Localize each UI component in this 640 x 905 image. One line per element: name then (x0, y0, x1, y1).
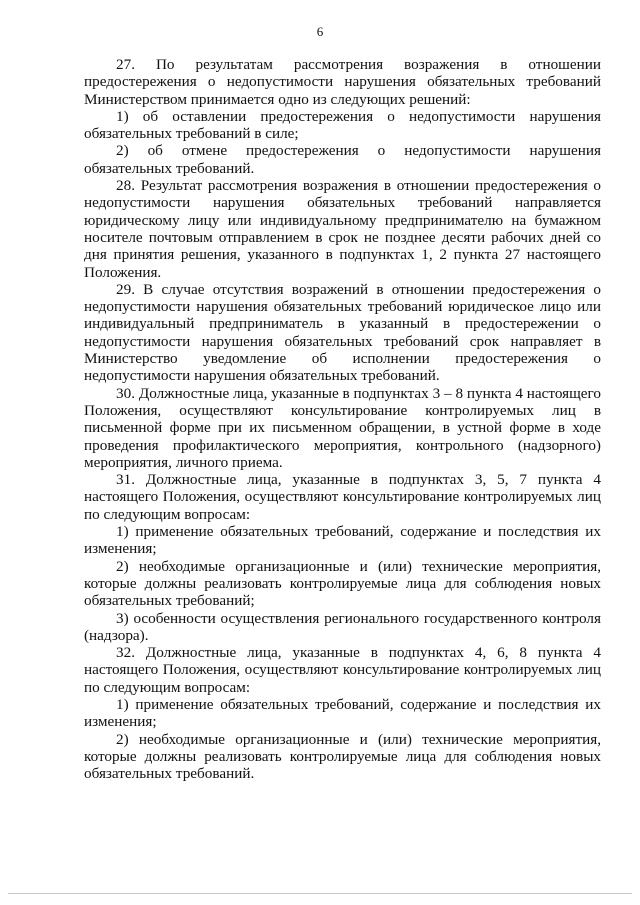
paragraph-32: 32. Должностные лица, указанные в подпунктах 4, 6, 8 пункта 4 настоящего Положения, осуществляют консультирование контролируемых лиц по следующим вопросам: (84, 644, 601, 696)
paragraph-31-item-2: 2) необходимые организационные и (или) технические мероприятия, которые должны реализовать контролируемые лица для соблюдения новых обязательных требований; (84, 557, 601, 610)
paragraph-28: 28. Результат рассмотрения возражения в отношении предостережения о недопустимости нарушения обязательных требований направляется юридическому лицу или индивидуальному предпринимателю на бумажном носителе почтовым отправлением в срок не позднее десяти рабочих дней со дня принятия решения, указанного в подпунктах 1, 2 пункта 27 настоящего Положения. (84, 177, 601, 281)
document-body (84, 56, 601, 782)
paragraph-27-item-2: 2) об отмене предостережения о недопустимости нарушения обязательных требований. (84, 142, 601, 177)
paragraph-32-item-2: 2) необходимые организационные и (или) технические мероприятия, которые должны реализовать контролируемые лица для соблюдения новых обязательных требований. (84, 730, 601, 783)
paragraph-32-item-1: 1) применение обязательных требований, содержание и последствия их изменения; (84, 695, 601, 731)
paragraph-31-item-3: 3) особенности осуществления регионального государственного контроля (надзора). (84, 609, 601, 644)
page-bottom-divider (8, 893, 632, 894)
paragraph-31-item-1: 1) применение обязательных требований, содержание и последствия их изменения; (84, 523, 601, 558)
paragraph-29: 29. В случае отсутствия возражений в отношении предостережения о недопустимости нарушения обязательных требований юридическое лицо или индивидуальный предприниматель в указанный в предостережении о недопустимости нарушения обязательных требований срок направляет в Министерство уведомление об исполнении предостережения о недопустимости нарушения обязательных требований. (84, 280, 601, 385)
page-number: 6 (316, 24, 324, 39)
paragraph-27-item-1: 1) об оставлении предостережения о недопустимости нарушения обязательных требований в силе; (84, 107, 601, 143)
paragraph-30: 30. Должностные лица, указанные в подпунктах 3 – 8 пункта 4 настоящего Положения, осуществляют консультирование контролируемых лиц в письменной форме при их письменном обращении, в устной форме в ходе проведения профилактического мероприятия, контрольного (надзорного) мероприятия, личного приема. (84, 384, 601, 471)
paragraph-27: 27. По результатам рассмотрения возражения в отношении предостережения о недопустимости нарушения обязательных требований Министерством принимается одно из следующих решений: (84, 56, 601, 108)
paragraph-31: 31. Должностные лица, указанные в подпунктах 3, 5, 7 пункта 4 настоящего Положения, осуществляют консультирование контролируемых лиц по следующим вопросам: (84, 471, 601, 523)
